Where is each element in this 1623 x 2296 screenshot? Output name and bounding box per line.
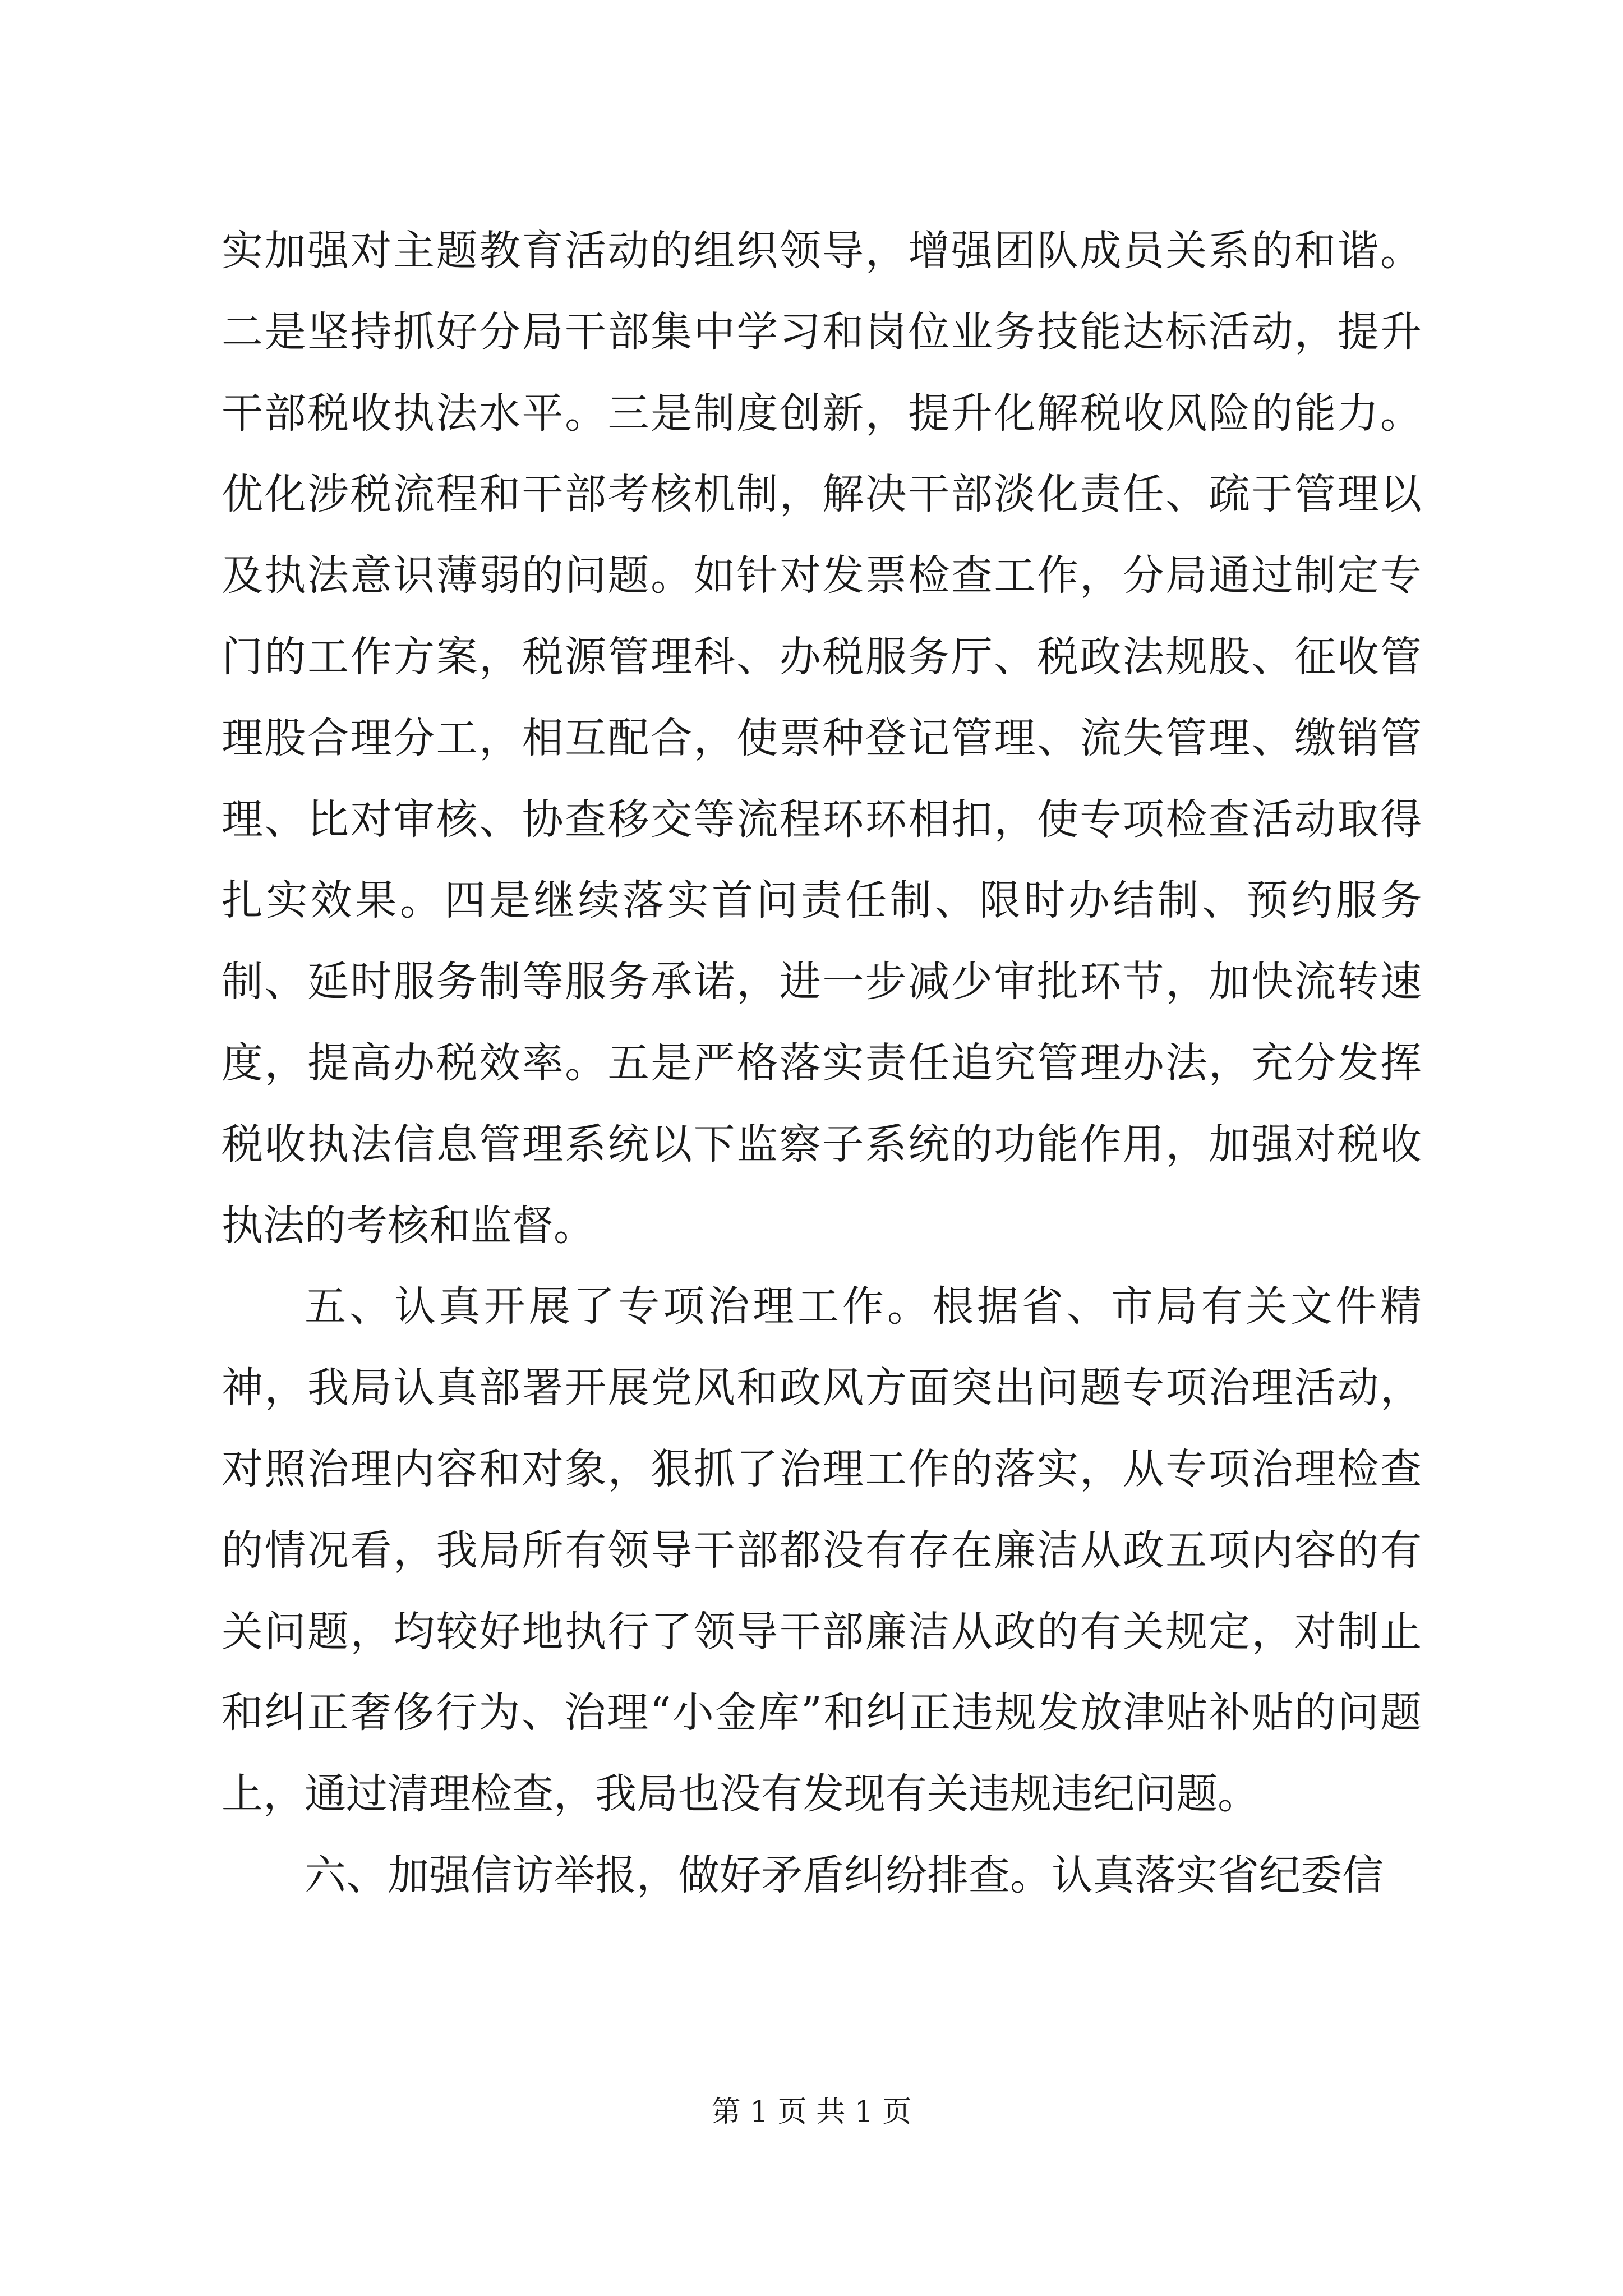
paragraph-section-five: 五、认真开展了专项治理工作。根据省、市局有关文件精神，我局认真部署开展党风和政风方面突出问题专项治理活动，对照治理内容和对象，狠抓了治理工作的落实，从专项治理检查的情况看，我局所有领导干部都没有存在廉洁从政五项内容的有关问题，均较好地执行了领导干部廉洁从政的有关规定，对制止和纠正奢侈行为、治理“小金库”和纠正违规发放津贴补贴的问题上，通过清理检查，我局也没有发现有关违规违纪问题。 bbox=[222, 1282, 1422, 1819]
paragraph-section-six: 六、加强信访举报，做好矛盾纠纷排查。认真落实省纪委信 bbox=[305, 1851, 1384, 1899]
document-body bbox=[222, 210, 1422, 1916]
paragraph-continued: 实加强对主题教育活动的组织领导，增强团队成员关系的和谐。二是坚持抓好分局干部集中学习和岗位业务技能达标活动，提升干部税收执法水平。三是制度创新，提升化解税收风险的能力。优化涉税流程和干部考核机制，解决干部淡化责任、疏于管理以及执法意识薄弱的问题。如针对发票检查工作，分局通过制定专门的工作方案，税源管理科、办税服务厅、税政法规股、征收管理股合理分工，相互配合，使票种登记管理、流失管理、缴销管理、比对审核、协查移交等流程环环相扣，使专项检查活动取得扎实效果。四是继续落实首问责任制、限时办结制、预约服务制、延时服务制等服务承诺，进一步减少审批环节，加快流转速度，提高办税效率。五是严格落实责任追究管理办法，充分发挥税收执法信息管理系统以下监察子系统的功能作用，加强对税收执法的考核和监督。 bbox=[222, 227, 1422, 1250]
page-footer: 第 1 页 共 1 页 bbox=[711, 2095, 912, 2129]
